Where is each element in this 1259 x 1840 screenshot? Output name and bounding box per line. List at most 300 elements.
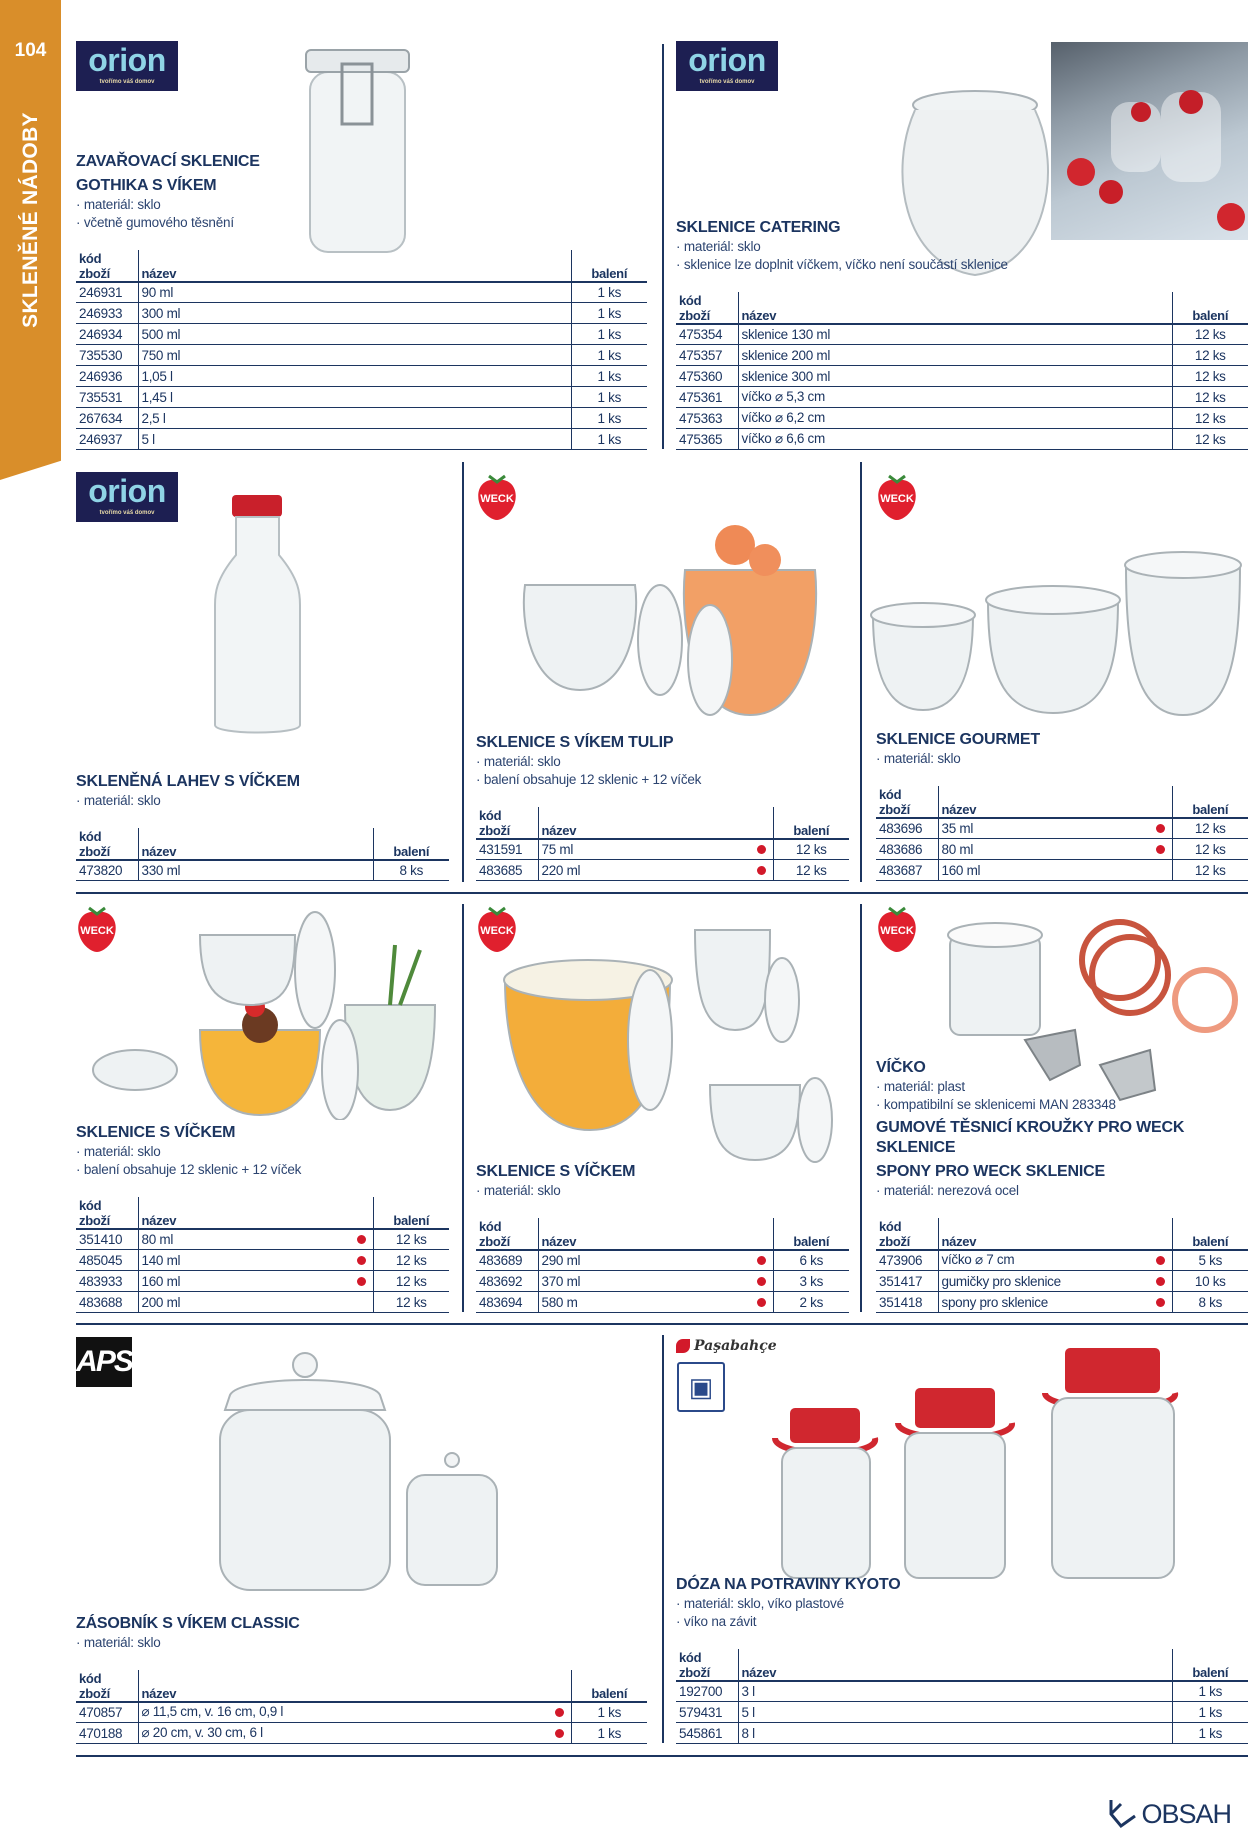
- table-row: [76, 1702, 647, 1723]
- weck-logo-text: WECK: [80, 925, 114, 937]
- kyoto-jars-image: [770, 1338, 1180, 1583]
- table-row: [76, 324, 647, 345]
- product-feature: · materiál: sklo: [76, 792, 449, 810]
- header-spacer: [351, 1197, 373, 1229]
- item-code: 473820: [76, 860, 138, 881]
- product-title: DÓZA NA POTRAVINY KYOTO: [676, 1575, 901, 1593]
- item-code: 470857: [76, 1702, 138, 1723]
- item-name: gumičky pro sklenice: [938, 1271, 1150, 1292]
- item-pack: 12 ks: [773, 860, 849, 881]
- tulip-jars-image: [510, 490, 830, 720]
- product-feature: · materiál: sklo: [676, 238, 1248, 256]
- item-name: víčko ⌀ 7 cm: [938, 1250, 1150, 1271]
- header-spacer: [1150, 786, 1172, 818]
- item-name: víčko ⌀ 6,6 cm: [738, 429, 1150, 450]
- item-pack: 12 ks: [1172, 408, 1248, 429]
- item-code: 483685: [476, 860, 538, 881]
- item-code: 483696: [876, 818, 938, 839]
- item-pack: 12 ks: [1172, 345, 1248, 366]
- red-dot-marker-icon: [555, 1708, 564, 1717]
- product-feature: · včetně gumového těsnění: [76, 214, 647, 232]
- weck-logo-text: WECK: [880, 493, 914, 505]
- item-pack: 1 ks: [571, 429, 647, 450]
- product-feature: · sklenice lze doplnit víčkem, víčko není součástí sklenice: [676, 256, 1248, 274]
- table-header-row: [476, 1218, 849, 1250]
- orion-logo-text: orion: [688, 42, 766, 78]
- table-row: [76, 303, 647, 324]
- item-pack: 2 ks: [773, 1292, 849, 1313]
- header-pack: balení: [1172, 1649, 1248, 1681]
- header-spacer: [549, 1670, 571, 1702]
- product-feature: · materiál: sklo: [76, 1143, 449, 1161]
- item-code: 475357: [676, 345, 738, 366]
- item-code: 483933: [76, 1271, 138, 1292]
- marker-cell: [351, 1250, 373, 1271]
- table-row: [76, 429, 647, 450]
- table-header-row: [76, 1670, 647, 1702]
- header-code: kód zboží: [76, 250, 138, 282]
- table-row: [676, 408, 1248, 429]
- item-pack: 1 ks: [571, 1702, 647, 1723]
- divider: [462, 462, 464, 882]
- item-pack: 1 ks: [571, 408, 647, 429]
- table-row: [676, 1723, 1248, 1744]
- product-table: [76, 1197, 449, 1314]
- marker-cell: [751, 1271, 773, 1292]
- marker-cell: [549, 1723, 571, 1744]
- table-row: [676, 429, 1248, 450]
- divider: [76, 892, 1248, 894]
- item-pack: 12 ks: [773, 839, 849, 860]
- product-table: [676, 292, 1248, 451]
- table-row: [76, 1292, 449, 1313]
- table-row: [876, 839, 1248, 860]
- item-name: 1,05 l: [138, 366, 549, 387]
- item-pack: 12 ks: [373, 1292, 449, 1313]
- header-code: kód zboží: [876, 786, 938, 818]
- orion-tagline: tvořímo váš domov: [699, 79, 755, 85]
- item-pack: 8 ks: [373, 860, 449, 881]
- item-code: 483687: [876, 860, 938, 881]
- product-feature: · materiál: sklo, víko plastové: [676, 1595, 1248, 1613]
- product-title: GOTHIKA S VÍKEM: [76, 176, 217, 194]
- item-pack: 12 ks: [1172, 860, 1248, 881]
- item-name: 1,45 l: [138, 387, 549, 408]
- table-row: [76, 408, 647, 429]
- table-row: [876, 1271, 1248, 1292]
- red-dot-marker-icon: [1156, 1298, 1165, 1307]
- item-name: 75 ml: [538, 839, 751, 860]
- item-code: 483689: [476, 1250, 538, 1271]
- item-pack: 12 ks: [1172, 839, 1248, 860]
- item-name: 160 ml: [938, 860, 1150, 881]
- product-title: ZÁSOBNÍK S VÍKEM CLASSIC: [76, 1614, 300, 1632]
- marker-cell: [1150, 408, 1172, 429]
- item-name: 5 l: [738, 1702, 1150, 1723]
- weck-logo-text: WECK: [880, 925, 914, 937]
- item-code: 473906: [876, 1250, 938, 1271]
- item-pack: 12 ks: [373, 1250, 449, 1271]
- marker-cell: [1150, 1681, 1172, 1702]
- header-pack: balení: [1172, 1218, 1248, 1250]
- item-pack: 1 ks: [571, 387, 647, 408]
- marker-cell: [549, 282, 571, 303]
- red-dot-marker-icon: [357, 1256, 366, 1265]
- item-name: sklenice 130 ml: [738, 324, 1150, 345]
- marker-cell: [1150, 860, 1172, 881]
- marker-cell: [549, 366, 571, 387]
- item-name: 290 ml: [538, 1250, 751, 1271]
- marker-cell: [1150, 1271, 1172, 1292]
- item-code: 483692: [476, 1271, 538, 1292]
- toc-link[interactable]: [1107, 1798, 1231, 1830]
- marker-cell: [351, 860, 373, 881]
- item-name: sklenice 200 ml: [738, 345, 1150, 366]
- product-info: [876, 1054, 1248, 1314]
- item-code: 735531: [76, 387, 138, 408]
- marker-cell: [1150, 366, 1172, 387]
- red-dot-marker-icon: [357, 1235, 366, 1244]
- header-pack: balení: [773, 807, 849, 839]
- table-row: [76, 1229, 449, 1250]
- orion-logo-text: orion: [88, 42, 166, 78]
- header-name: název: [938, 786, 1150, 818]
- table-row: [676, 387, 1248, 408]
- item-name: 5 l: [138, 429, 549, 450]
- item-code: 351418: [876, 1292, 938, 1313]
- product-feature: · materiál: sklo: [476, 1182, 849, 1200]
- table-header-row: [676, 1649, 1248, 1681]
- marker-cell: [549, 429, 571, 450]
- divider: [662, 44, 664, 449]
- table-row: [476, 1271, 849, 1292]
- header-pack: balení: [1172, 292, 1248, 324]
- item-code: 579431: [676, 1702, 738, 1723]
- red-dot-marker-icon: [357, 1277, 366, 1286]
- marker-cell: [1150, 839, 1172, 860]
- item-code: 475354: [676, 324, 738, 345]
- product-info: [876, 726, 1248, 882]
- item-pack: 12 ks: [1172, 818, 1248, 839]
- marker-cell: [751, 1250, 773, 1271]
- item-pack: 1 ks: [571, 345, 647, 366]
- table-row: [876, 818, 1248, 839]
- red-dot-marker-icon: [757, 845, 766, 854]
- product-table: [476, 807, 849, 882]
- item-name: 90 ml: [138, 282, 549, 303]
- weck-jars-with-food-image: [90, 905, 450, 1120]
- header-code: kód zboží: [876, 1218, 938, 1250]
- item-name: 330 ml: [138, 860, 351, 881]
- item-code: 246934: [76, 324, 138, 345]
- product-feature: · materiál: sklo: [76, 196, 647, 214]
- item-code: 483686: [876, 839, 938, 860]
- product-title: GUMOVÉ TĚSNICÍ KROUŽKY PRO WECK SKLENICE: [876, 1118, 1185, 1156]
- item-code: 545861: [676, 1723, 738, 1744]
- header-pack: balení: [571, 1670, 647, 1702]
- product-table: [476, 1218, 849, 1314]
- item-code: 475363: [676, 408, 738, 429]
- item-code: 470188: [76, 1723, 138, 1744]
- item-code: 192700: [676, 1681, 738, 1702]
- divider: [76, 1323, 1248, 1325]
- red-dot-marker-icon: [1156, 1277, 1165, 1286]
- product-title: SKLENICE S VÍČKEM: [476, 1162, 636, 1180]
- header-pack: balení: [373, 1197, 449, 1229]
- header-name: název: [738, 1649, 1150, 1681]
- table-header-row: [76, 828, 449, 860]
- header-pack: balení: [1172, 786, 1248, 818]
- product-title: SKLENICE S VÍKEM TULIP: [476, 733, 674, 751]
- item-code: 475365: [676, 429, 738, 450]
- product-table: [76, 828, 449, 882]
- item-pack: 5 ks: [1172, 1250, 1248, 1271]
- product-title: SKLENICE S VÍČKEM: [76, 1123, 236, 1141]
- item-pack: 8 ks: [1172, 1292, 1248, 1313]
- header-code: kód zboží: [676, 292, 738, 324]
- header-name: název: [138, 1670, 549, 1702]
- marker-cell: [549, 408, 571, 429]
- marker-cell: [351, 1271, 373, 1292]
- item-code: 351410: [76, 1229, 138, 1250]
- table-row: [476, 860, 849, 881]
- item-name: 8 l: [738, 1723, 1150, 1744]
- item-name: spony pro sklenice: [938, 1292, 1150, 1313]
- product-info: [76, 1610, 647, 1745]
- item-name: 160 ml: [138, 1271, 351, 1292]
- item-name: 580 m: [538, 1292, 751, 1313]
- table-header-row: [676, 292, 1248, 324]
- item-pack: 1 ks: [1172, 1681, 1248, 1702]
- table-row: [76, 860, 449, 881]
- marker-cell: [549, 387, 571, 408]
- divider: [462, 904, 464, 1312]
- item-code: 431591: [476, 839, 538, 860]
- pasabahce-logo-text: Paşabahçe: [694, 1338, 777, 1354]
- table-row: [76, 345, 647, 366]
- product-info: [676, 214, 1248, 451]
- product-info: [76, 148, 647, 451]
- red-dot-marker-icon: [1156, 824, 1165, 833]
- item-pack: 6 ks: [773, 1250, 849, 1271]
- product-info: [476, 1158, 849, 1314]
- header-name: název: [538, 1218, 751, 1250]
- item-pack: 1 ks: [571, 282, 647, 303]
- item-code: 246936: [76, 366, 138, 387]
- item-name: sklenice 300 ml: [738, 366, 1150, 387]
- divider: [860, 904, 862, 1312]
- item-pack: 12 ks: [373, 1229, 449, 1250]
- marker-cell: [351, 1292, 373, 1313]
- header-name: název: [538, 807, 751, 839]
- table-row: [76, 1271, 449, 1292]
- table-row: [676, 1702, 1248, 1723]
- return-arrow-icon: [1107, 1798, 1137, 1830]
- item-code: 483688: [76, 1292, 138, 1313]
- red-dot-marker-icon: [757, 1256, 766, 1265]
- item-name: 220 ml: [538, 860, 751, 881]
- table-row: [76, 387, 647, 408]
- table-row: [76, 366, 647, 387]
- item-name: 80 ml: [138, 1229, 351, 1250]
- table-header-row: [76, 250, 647, 282]
- header-name: název: [138, 1197, 351, 1229]
- item-pack: 1 ks: [571, 324, 647, 345]
- product-feature: · víko na závit: [676, 1613, 1248, 1631]
- item-name: 750 ml: [138, 345, 549, 366]
- red-dot-marker-icon: [757, 866, 766, 875]
- orion-tagline: tvořímo váš domov: [99, 510, 155, 516]
- marker-cell: [1150, 818, 1172, 839]
- red-dot-marker-icon: [555, 1729, 564, 1738]
- product-feature: · materiál: sklo: [876, 750, 1248, 768]
- red-dot-marker-icon: [1156, 1256, 1165, 1265]
- product-title: ZAVAŘOVACÍ SKLENICE: [76, 152, 260, 170]
- product-title: SKLENICE GOURMET: [876, 730, 1040, 748]
- toc-link-label: OBSAH: [1141, 1798, 1231, 1829]
- table-row: [676, 366, 1248, 387]
- product-title: SPONY PRO WECK SKLENICE: [876, 1162, 1105, 1180]
- marker-cell: [751, 1292, 773, 1313]
- product-feature: · kompatibilní se sklenicemi MAN 283348: [876, 1096, 1248, 1114]
- item-pack: 12 ks: [1172, 387, 1248, 408]
- table-row: [676, 345, 1248, 366]
- header-code: kód zboží: [76, 828, 138, 860]
- header-spacer: [751, 807, 773, 839]
- item-name: víčko ⌀ 6,2 cm: [738, 408, 1150, 429]
- header-spacer: [1150, 292, 1172, 324]
- marker-cell: [1150, 1250, 1172, 1271]
- weck-jars-image: [500, 920, 845, 1165]
- item-name: ⌀ 20 cm, v. 30 cm, 6 l: [138, 1723, 549, 1744]
- product-table: [76, 250, 647, 451]
- item-code: 246931: [76, 282, 138, 303]
- product-info: [76, 1119, 449, 1314]
- weck-logo-text: WECK: [480, 493, 514, 505]
- table-row: [676, 1681, 1248, 1702]
- item-name: víčko ⌀ 5,3 cm: [738, 387, 1150, 408]
- header-name: název: [738, 292, 1150, 324]
- item-pack: 1 ks: [1172, 1702, 1248, 1723]
- item-pack: 12 ks: [1172, 366, 1248, 387]
- item-code: 351417: [876, 1271, 938, 1292]
- marker-cell: [1150, 1702, 1172, 1723]
- item-name: 370 ml: [538, 1271, 751, 1292]
- header-spacer: [549, 250, 571, 282]
- product-info: [676, 1571, 1248, 1745]
- item-code: 735530: [76, 345, 138, 366]
- header-name: název: [138, 828, 351, 860]
- table-header-row: [76, 1197, 449, 1229]
- marker-cell: [351, 1229, 373, 1250]
- header-code: kód zboží: [76, 1197, 138, 1229]
- item-name: 500 ml: [138, 324, 549, 345]
- item-code: 485045: [76, 1250, 138, 1271]
- item-name: 140 ml: [138, 1250, 351, 1271]
- item-name: 2,5 l: [138, 408, 549, 429]
- item-pack: 1 ks: [571, 366, 647, 387]
- header-spacer: [751, 1218, 773, 1250]
- item-name: ⌀ 11,5 cm, v. 16 cm, 0,9 l: [138, 1702, 549, 1723]
- orion-logo-text: orion: [88, 473, 166, 509]
- marker-cell: [549, 345, 571, 366]
- item-pack: 12 ks: [373, 1271, 449, 1292]
- table-row: [876, 1292, 1248, 1313]
- item-code: 483694: [476, 1292, 538, 1313]
- product-info: [476, 729, 849, 882]
- item-pack: 12 ks: [1172, 324, 1248, 345]
- header-pack: balení: [373, 828, 449, 860]
- divider: [76, 1755, 1248, 1757]
- table-header-row: [476, 807, 849, 839]
- item-name: 35 ml: [938, 818, 1150, 839]
- aps-logo: APS: [76, 1337, 132, 1387]
- item-code: 475361: [676, 387, 738, 408]
- table-row: [76, 1250, 449, 1271]
- marker-cell: [549, 303, 571, 324]
- marker-cell: [1150, 429, 1172, 450]
- table-row: [76, 1723, 647, 1744]
- header-name: název: [138, 250, 549, 282]
- header-spacer: [351, 828, 373, 860]
- marker-cell: [1150, 387, 1172, 408]
- item-pack: 1 ks: [571, 303, 647, 324]
- gourmet-jars-image: [868, 545, 1248, 720]
- item-code: 246937: [76, 429, 138, 450]
- marker-cell: [549, 324, 571, 345]
- weck-logo-text: WECK: [480, 925, 514, 937]
- item-pack: 1 ks: [1172, 1723, 1248, 1744]
- marker-cell: [1150, 1292, 1172, 1313]
- table-header-row: [876, 1218, 1248, 1250]
- marker-cell: [1150, 1723, 1172, 1744]
- marker-cell: [751, 839, 773, 860]
- product-title: SKLENĚNÁ LAHEV S VÍČKEM: [76, 772, 300, 790]
- divider: [860, 462, 862, 882]
- product-feature: · materiál: nerezová ocel: [876, 1182, 1248, 1200]
- product-feature: · materiál: sklo: [76, 1634, 647, 1652]
- item-name: 80 ml: [938, 839, 1150, 860]
- header-pack: balení: [571, 250, 647, 282]
- product-feature: · balení obsahuje 12 sklenic + 12 víček: [76, 1161, 449, 1179]
- table-row: [676, 324, 1248, 345]
- header-spacer: [1150, 1218, 1172, 1250]
- marker-cell: [1150, 345, 1172, 366]
- item-name: 3 l: [738, 1681, 1150, 1702]
- classic-jars-image: [215, 1350, 505, 1600]
- marker-cell: [549, 1702, 571, 1723]
- item-code: 475360: [676, 366, 738, 387]
- red-dot-marker-icon: [757, 1298, 766, 1307]
- item-name: 200 ml: [138, 1292, 351, 1313]
- table-row: [476, 1250, 849, 1271]
- header-spacer: [1150, 1649, 1172, 1681]
- red-dot-marker-icon: [757, 1277, 766, 1286]
- product-title: VÍČKO: [876, 1058, 926, 1076]
- product-table: [876, 786, 1248, 882]
- item-pack: 3 ks: [773, 1271, 849, 1292]
- product-feature: · balení obsahuje 12 sklenic + 12 víček: [476, 771, 849, 789]
- header-pack: balení: [773, 1218, 849, 1250]
- product-feature: · materiál: plast: [876, 1078, 1248, 1096]
- item-pack: 12 ks: [1172, 429, 1248, 450]
- header-code: kód zboží: [476, 807, 538, 839]
- table-row: [476, 839, 849, 860]
- item-code: 267634: [76, 408, 138, 429]
- orion-tagline: tvořímo váš domov: [99, 79, 155, 85]
- red-dot-marker-icon: [1156, 845, 1165, 854]
- marker-cell: [751, 860, 773, 881]
